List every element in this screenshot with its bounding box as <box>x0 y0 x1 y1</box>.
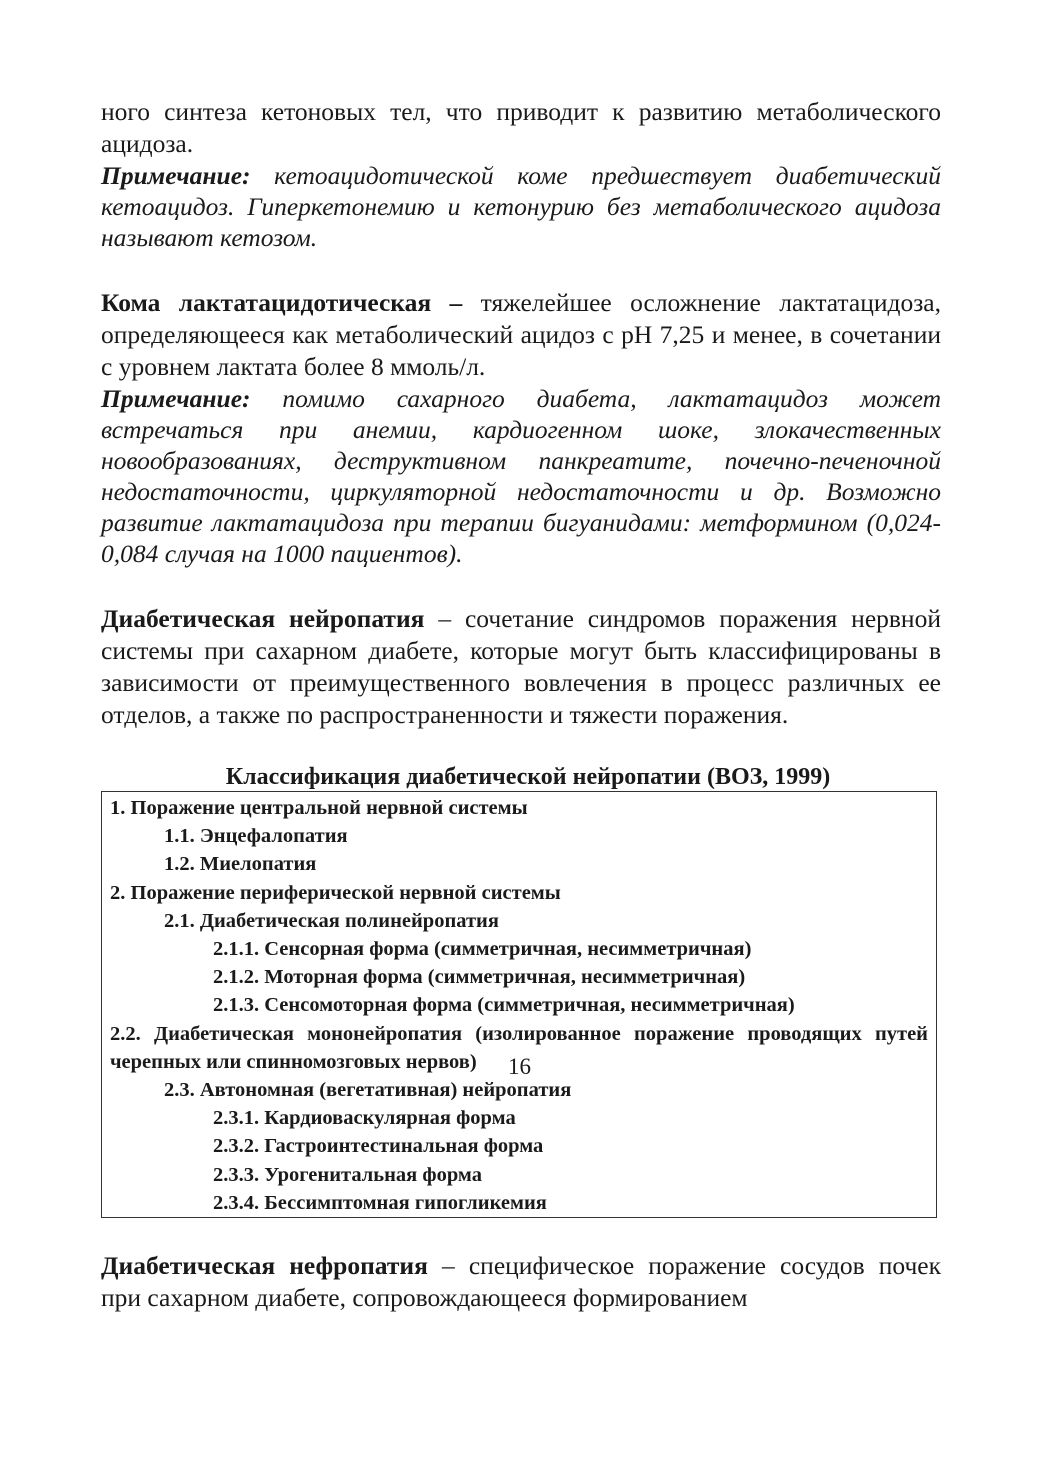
note-ketoacidotic-coma <box>101 160 941 253</box>
note-text: кетоацидотической коме предшествует диабетический кетоацидоз. Гиперкетонемию и кетонурию без метаболического ацидоза называют кетозом. <box>101 161 941 252</box>
paragraph-text: – специфическое поражение сосудов почек при сахарном диабете, сопровождающееся формированием <box>101 1251 942 1313</box>
classification-row: 1.1. Энцефалопатия <box>164 825 348 848</box>
paragraph-text: тяжелейшее осложнение лактатацидоза, определяющееся как метаболический ацидоз с pH 7,25 и менее, в сочетании с уровнем лактата более 8 ммоль/л. <box>101 288 941 381</box>
classification-title: Классификация диабетической нейропатии (ВОЗ, 1999) <box>225 764 831 790</box>
spacer <box>101 731 941 763</box>
classification-row: 1.2. Миелопатия <box>164 853 317 876</box>
paragraph-nephropathy <box>101 1250 941 1314</box>
page-number: 16 <box>508 1054 531 1079</box>
classification-row: 2.2. Диабетическая мононейропатия (изолированное поражение проводящих путей черепных или спинномозговых нервов) <box>110 1022 928 1073</box>
classification-row: 2.1.3. Сенсомоторная форма (симметричная, несимметричная) <box>213 994 795 1017</box>
note-lactic-acidosis <box>101 383 941 569</box>
classification-row: 2.3.2. Гастроинтестинальная форма <box>213 1135 544 1158</box>
classification-row: 2. Поражение периферической нервной системы <box>110 881 561 904</box>
term-neuropathy: Диабетическая нейропатия <box>101 604 425 633</box>
spacer <box>101 569 941 603</box>
paragraph-ketoacidosis-end <box>101 96 941 160</box>
classification-row: 1. Поражение центральной нервной системы <box>110 797 528 819</box>
paragraph-lactic-coma <box>101 287 941 383</box>
term-lactic-coma: Кома лактатацидотическая – <box>101 288 463 317</box>
paragraph-text: ного синтеза кетоновых тел, что приводит к развитию метаболического ацидоза. <box>101 97 941 158</box>
term-nephropathy: Диабетическая нефропатия <box>101 1251 428 1281</box>
classification-row: 2.1.2. Моторная форма (симметричная, несимметричная) <box>213 966 746 989</box>
classification-table <box>101 791 937 1218</box>
classification-row: 2.3.1. Кардиоваскулярная форма <box>213 1107 516 1130</box>
spacer <box>101 1218 941 1250</box>
classification-row: 2.3.3. Урогенитальная форма <box>213 1163 482 1186</box>
note-label: Примечание: <box>101 161 251 190</box>
paragraph-neuropathy <box>101 603 941 731</box>
page-content <box>101 96 941 1314</box>
classification-row: 2.3.4. Бессимптомная гипогликемия <box>213 1191 547 1214</box>
classification-row: 2.1.1. Сенсорная форма (симметричная, несимметричная) <box>213 938 752 961</box>
classification-row: 2.1. Диабетическая полинейропатия <box>164 909 499 932</box>
note-label: Примечание: <box>101 384 251 413</box>
note-text: помимо сахарного диабета, лактатацидоз может встречаться при анемии, кардиогенном шоке, злокачественных новообразованиях, деструктивном панкреатите, почечно-печеночной недостаточности, циркуляторной недостаточности и др. Возможно развитие лактатацидоза при терапии бигуанидами: метформином (0,024-0,084 случая на 1000 пациентов). <box>101 384 941 568</box>
paragraph-text: – сочетание синдромов поражения нервной системы при сахарном диабете, которые могут быть классифицированы в зависимости от преимущественного вовлечения в процесс различных ее отделов, а также по распространенности и тяжести поражения. <box>101 604 941 729</box>
spacer <box>101 253 941 287</box>
classification-row: 2.3. Автономная (вегетативная) нейропатия <box>164 1079 572 1102</box>
